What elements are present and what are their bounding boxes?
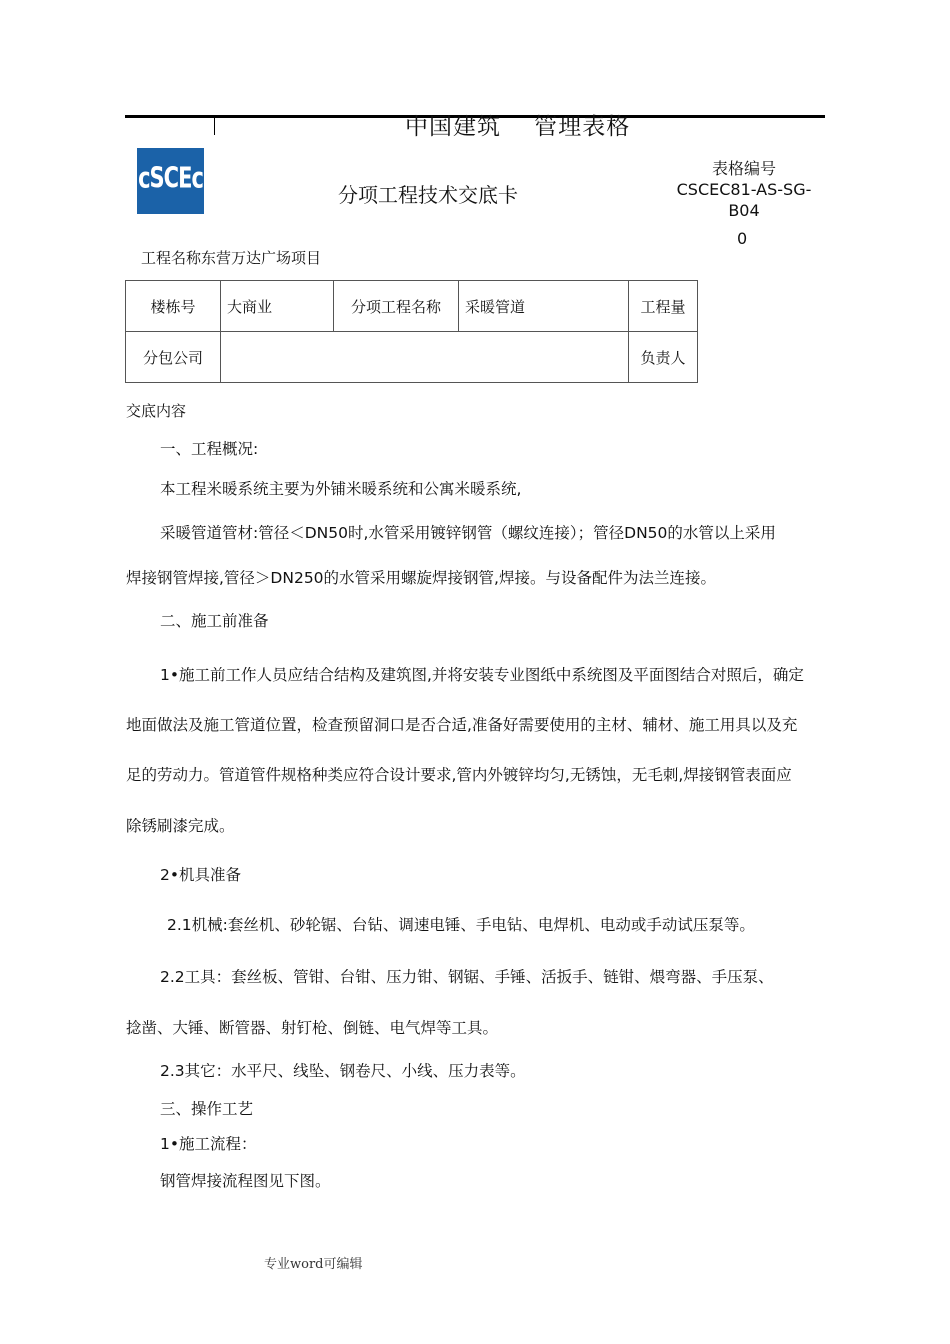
subitem-label: 分项工程名称 (334, 281, 459, 332)
section-1-title: 一、工程概况: (160, 440, 259, 458)
building-value: 大商业 (221, 281, 334, 332)
subitem-value: 采暖管道 (459, 281, 629, 332)
section-2-2-1: 2.1机械:套丝机、砂轮锯、台钻、调速电锤、手电钻、电焊机、电动或手动试压泵等。 (167, 916, 755, 934)
table-row (126, 281, 698, 332)
subcontractor-label: 分包公司 (126, 332, 221, 383)
section-2-1-line-4: 除锈刷漆完成。 (126, 817, 235, 835)
org-title: 中国建筑 管理表格 (405, 114, 631, 140)
cscec-logo (137, 148, 204, 214)
section-3-1-para: 钢管焊接流程图见下图。 (160, 1172, 331, 1190)
project-name: 工程名称东营万达广场项目 (141, 249, 322, 267)
section-1-para-2-line-2: 焊接钢管焊接,管径＞DN250的水管采用螺旋焊接钢管,焊接。与设备配件为法兰连接。 (126, 569, 716, 587)
section-2-1-line-3: 足的劳动力。管道管件规格种类应符合设计要求,管内外镀锌均匀,无锈蚀，无毛刺,焊接钢管表面应 (126, 766, 792, 784)
section-2-1-line-1: 1•施工前工作人员应结合结构及建筑图,并将安装专业图纸中系统图及平面图结合对照后，确定 (160, 666, 804, 684)
form-number (668, 158, 820, 221)
section-2-1-line-2: 地面做法及施工管道位置，检查预留洞口是否合适,准备好需要使用的主材、辅材、施工用具以及充 (126, 716, 798, 734)
section-3-1-title: 1•施工流程： (160, 1135, 257, 1153)
section-label: 交底内容 (126, 402, 187, 420)
info-table (125, 280, 698, 383)
section-2-title: 二、施工前准备 (160, 612, 269, 630)
form-number-label: 表格编号 (711, 159, 776, 178)
header-tick (214, 117, 215, 135)
section-1-para-2-line-1: 采暖管道管材:管径＜DN50时,水管采用镀锌钢管（螺纹连接）；管径DN50的水管以上采用 (160, 524, 776, 542)
section-3-title: 三、操作工艺 (160, 1100, 254, 1118)
table-row (126, 332, 698, 383)
form-number-line1: CSCEC81-AS-SG- (676, 180, 812, 199)
building-label: 楼栋号 (126, 281, 221, 332)
section-2-2-2-line-2: 捻凿、大锤、断管器、射钉枪、倒链、电气焊等工具。 (126, 1019, 499, 1037)
section-2-2-2-line-1: 2.2工具：套丝板、管钳、台钳、压力钳、钢锯、手锤、活扳手、链钳、煨弯器、手压泵、 (160, 968, 774, 986)
quantity-label: 工程量 (629, 281, 698, 332)
subcontractor-value (221, 332, 629, 383)
section-1-para-1: 本工程米暖系统主要为外铺米暖系统和公寓米暖系统, (160, 480, 522, 498)
footer-note: 专业word可编辑 (264, 1257, 363, 1272)
section-2-2-title: 2•机具准备 (160, 866, 242, 884)
logo-lettering: cSCEc (138, 161, 203, 195)
responsible-label: 负责人 (629, 332, 698, 383)
card-title: 分项工程技术交底卡 (338, 183, 518, 207)
section-2-2-3: 2.3其它：水平尺、线坠、钢卷尺、小线、压力表等。 (160, 1062, 526, 1080)
form-number-line3: 0 (737, 229, 748, 248)
form-number-line2: B04 (728, 201, 760, 220)
